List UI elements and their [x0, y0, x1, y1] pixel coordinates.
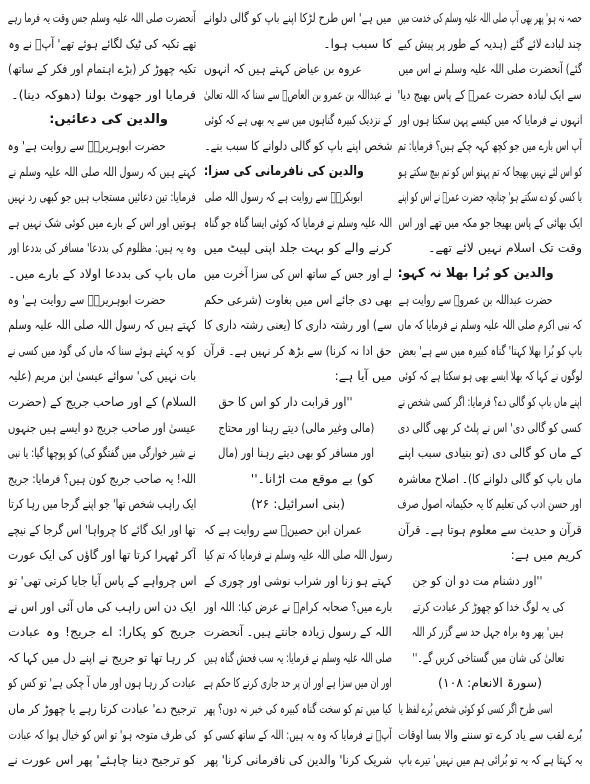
column-right [398, 5, 582, 777]
body-text-line: شریک کرنا' والدین کی نافرمانی کرنا' پھر [204, 752, 392, 768]
body-text-line: ایک بھائی کے پاس بھیجا جو مکہ میں تھے اور اس [398, 214, 582, 230]
body-text-line-row [8, 159, 196, 185]
body-text-line: حضرت ابوہریرہؓ سے روایت ہے' وہ [8, 137, 166, 153]
body-text-line: کہ نبی اکرم صلی اللہ علیہ وسلم نے فرمایا کہ ماں [398, 317, 582, 333]
body-text-line: تھا اور ایک گائے کا چرواہا' اس گرجا کے نیچے [8, 521, 196, 537]
body-text-line: کے ماں کو گالی دی (تو بنیادی سبب اپنے [398, 445, 582, 461]
body-text-line: یہ کہتا ہے کہ یہ تو بُرائی ہم میں نہیں' تیرے باپ [398, 752, 582, 768]
body-text-line-row [204, 747, 392, 773]
body-text-line: کہتے ہیں کہ رسول اللہ صلی اللہ علیہ وسلم [8, 317, 196, 333]
verse-reference-row [204, 491, 392, 517]
body-text-line-row [398, 31, 582, 57]
body-text-line-row [8, 287, 196, 313]
body-text-line: کرنے والے کو بہت جلد اپنی لپیٹ میں [204, 240, 392, 256]
body-text-line-row [8, 722, 196, 748]
body-text-line: شخص اپنے باپ کو گالی دلوانے کا سبب بنے۔ [204, 137, 392, 153]
quote-line: ''اور قرابت دار کو اس کا حق [218, 393, 352, 409]
body-text-line-row [8, 31, 196, 57]
section-heading-row [8, 107, 196, 133]
body-text-line: ایک دن اس راہب کی ماں آئی اور اس نے [8, 598, 196, 614]
body-text-line-row [8, 235, 196, 261]
body-text-line-row [398, 287, 582, 313]
body-text-line-row [398, 363, 582, 389]
quote-line: ہیں' پھر وہ براہ جہل حد سے گزر کر اللہ [412, 624, 564, 640]
body-text-line: اسی طرح اگر کسی کو کوئی شخص بُرے لفظ یا [398, 701, 552, 717]
quote-line-row [398, 594, 582, 620]
column-middle [204, 5, 392, 777]
body-text-line: کہتے ہو زنا اور شراب نوشی اور چوری کے [204, 573, 392, 589]
body-text-line-row [398, 440, 582, 466]
body-text-line-row [204, 670, 392, 696]
body-text-line-row [204, 619, 392, 645]
body-text-line: چند لبادے لائے گئے (ہدیہ کے طور پر پیش کیے [398, 35, 582, 51]
body-text-line: باپ کو بُرا بھلا کہنا' گناہ کبیرہ میں سے ہے' بعض [398, 342, 582, 358]
body-text-line: سے ایک لبادہ حضرت عمرؓ کے پاس بھیج دیا' [398, 86, 582, 102]
body-text-line: کو ترجیح دینا چاہئے' پھر اس عورت نے [8, 752, 196, 768]
body-text-line-row [204, 5, 392, 31]
body-text-line-row [398, 466, 582, 492]
body-text-line: سے) اور رشتہ داری کا (یعنی رشتہ داری کا [204, 317, 392, 333]
body-text-line: کا سبب ہوا۔ [323, 35, 392, 51]
body-text-line: عروہ بن عیاض کہتے ہیں کہ انہوں [204, 61, 362, 77]
body-text-line-row [8, 645, 196, 671]
body-text-line-row [8, 594, 196, 620]
body-text-line-row [8, 568, 196, 594]
body-text-line-row [398, 184, 582, 210]
body-text-line-row [398, 107, 582, 133]
body-text-line-row [204, 517, 392, 543]
body-text-line: جریج کو پکارا: اے جریج! وہ عبادت [8, 624, 196, 640]
body-text-line-row [204, 312, 392, 338]
body-text-line: لوگوں نے کہا کہ بھلا ایسے بھی ہو سکتا ہے کہ کوئی [398, 368, 582, 384]
body-text-line-row [8, 261, 196, 287]
body-text-line: اور ان میں سزا ہے اور ان پر حد جاری کرنے کا حکم ہے [204, 675, 392, 691]
quote-line-row [204, 440, 392, 466]
body-text-line-row [398, 389, 582, 415]
body-text-line-row [204, 568, 392, 594]
body-text-line: ترجیح دے' عبادت کرتا رہے یا چھوڑ کر ماں [8, 701, 196, 717]
quote-line-row [398, 568, 582, 594]
section-heading-row [204, 159, 392, 185]
quote-line: تعالیٰ کی شان میں گستاخی کریں گے۔'' [412, 649, 564, 665]
body-text-line-row [8, 542, 196, 568]
body-text-line-row [8, 696, 196, 722]
quote-line-row [204, 415, 392, 441]
body-text-line-row [8, 747, 196, 773]
quote-line-row [204, 466, 392, 492]
quote-line: کو) بے موقع مت اڑانا۔'' [250, 470, 374, 486]
body-text-line-row [398, 235, 582, 261]
body-text-line-row [8, 184, 196, 210]
quote-line-row [398, 645, 582, 671]
section-heading-row [398, 261, 582, 287]
body-text-line-row [398, 517, 582, 543]
body-text-line: کسی کو گالی دی' اس نے پلٹ کر بھی گالی دی [398, 419, 582, 435]
body-text-line-row [204, 696, 392, 722]
quote-line: کی یہ لوگ خدا کو چھوڑ کر عبادت کرتے [412, 598, 564, 614]
quote-line: (مالی وغیر مالی) دیتے رہنا اور محتاج [218, 419, 374, 435]
body-text-line-row [8, 389, 196, 415]
body-text-line-row [8, 5, 196, 31]
body-text-line-row [204, 542, 392, 568]
body-text-line-row [8, 210, 196, 236]
body-text-line-row [8, 619, 196, 645]
body-text-line: اللہ! یہ صاحب جریج کون ہیں؟ فرمایا: جریج [8, 470, 196, 486]
body-text-line-row [398, 696, 582, 722]
body-text-line-row [8, 517, 196, 543]
body-text-line: گئے) آنحضرت صلی اللہ علیہ وسلم نے اس میں [398, 61, 582, 77]
body-text-line: فرمایا: تین دعائیں مستجاب ہیں جو کبھی رد نہیں [8, 189, 196, 205]
body-text-line-row [204, 210, 392, 236]
body-text-line-row [398, 491, 582, 517]
body-text-line: اللہ کے رسول زیادہ جانتے ہیں۔ آنحضرت [204, 624, 392, 640]
body-text-line-row [204, 338, 392, 364]
body-text-line: وہ یہ ہیں: مظلوم کی بددعا' مسافر کی بددعا اور [8, 240, 196, 256]
body-text-line: کو اس لئے نہیں بھیجا کہ تم پہنو اس کو تم بیچ سکتے ہو [398, 163, 582, 179]
body-text-line: کہتے ہیں کہ رسول اللہ صلی اللہ علیہ وسلم نے [8, 163, 196, 179]
body-text-line-row [204, 82, 392, 108]
body-text-line: رسول اللہ صلی اللہ علیہ وسلم نے فرمایا کہ تم کیا [204, 547, 392, 563]
body-text-line-row [204, 133, 392, 159]
body-text-line: کر رہا تھا تو جریج نے اپنے دل میں کہا کہ [8, 649, 196, 665]
body-text-line-row [204, 363, 392, 389]
body-text-line: آنحضرت صلی اللہ علیہ وسلم جس وقت یہ فرما رہے [8, 10, 196, 25]
body-text-line-row [204, 235, 392, 261]
body-text-line: ماں باپ کی بددعا اولاد کے بارے میں۔ [8, 265, 196, 281]
section-heading: والدین کی دعائیں: [49, 112, 168, 128]
body-text-line: میں آیا ہے: [334, 368, 392, 384]
body-text-line: آپؐ نے فرمایا کہ وہ یہ ہیں: اللہ کے ساتھ کسی کو [204, 726, 392, 742]
body-text-line: انہوں نے فرمایا کہ میں کیسے پہن سکتا ہوں اور [398, 112, 582, 128]
body-text-line: السلام) کے اور صاحب جریج کے (حضرت [8, 393, 196, 409]
body-text-line-row [398, 133, 582, 159]
body-text-line-row [8, 312, 196, 338]
body-text-line-row [398, 159, 582, 185]
body-text-line: کی طرف متوجہ ہو' تو اس کو خیال ہوا کہ عبادت [8, 726, 196, 742]
body-text-line-row [398, 338, 582, 364]
body-text-line: قرآن و حدیث سے معلوم ہوتا ہے۔ قرآن [398, 521, 582, 537]
body-text-line: فرمایا اور جھوٹ بولنا (دھوکہ دینا)۔ [11, 86, 196, 102]
body-text-line-row [398, 210, 582, 236]
body-text-line-row [204, 184, 392, 210]
body-text-line-row [8, 56, 196, 82]
body-text-line-row [204, 261, 392, 287]
quote-line-row [398, 619, 582, 645]
body-text-line: ایک راہب شخص تھا' جو اپنے گرجا میں رہا کرتا [8, 496, 196, 512]
body-text-line: حق ادا نہ کرنا) سے بڑھ کر نہیں ہے۔ قرآن [204, 342, 392, 358]
body-text-line: بات نہیں کی' سوائے عیسیٰ ابن مریم (علیہ [8, 368, 196, 384]
body-text-line: نے عبداللہ بن عمرو بن العاصؓ سے سنا کہ اللہ تعالیٰ [204, 86, 392, 102]
verse-reference: (بنی اسرائیل: ۲۶) [250, 496, 346, 512]
body-text-line-row [8, 466, 196, 492]
section-heading: والدین کو بُرا بھلا نہ کہو: [398, 265, 554, 281]
body-text-line-row [204, 722, 392, 748]
body-text-line-row [398, 312, 582, 338]
quote-line-row [204, 389, 392, 415]
body-text-line: آپ اس بارے میں جو کچھ کہہ چکے ہیں؟ فرمایا: تم [398, 137, 582, 153]
body-text-line: آکر ٹھہرا کرتا تھا اور گاؤں کی ایک عورت [8, 547, 196, 563]
body-text-line-row [398, 415, 582, 441]
section-heading: والدین کی نافرمانی کی سزا: [204, 163, 364, 179]
body-text-line-row [398, 747, 582, 773]
body-text-line-row [8, 415, 196, 441]
body-text-line: ماں باپ کو گالی دلوانے کا)۔ اصلاح معاشرہ [398, 470, 582, 486]
body-text-line: لے اور جس کے ساتھ اس کی سزا آخرت میں [204, 265, 392, 281]
body-text-line: تکیہ چھوڑ کر (بڑے اہتمام اور فکر کے ساتھ) [8, 61, 196, 77]
body-text-line: کے نزدیک کبیرہ گناہوں میں سے یہ بھی ہے کہ کوئی [204, 112, 392, 128]
body-text-line: عمران ابن حصینؓ سے روایت ہے کہ [204, 521, 362, 537]
body-text-line: اس چرواہے کے پاس آیا جایا کرتی تھی' تو [8, 573, 196, 589]
body-text-line-row [8, 338, 196, 364]
body-text-line-row [398, 542, 582, 568]
body-text-line: عبادت کر رہا ہوں اور ماں آ چکی ہے' تو کس کو [8, 675, 196, 691]
body-text-line: اپنے ماں باپ کو گالی دے؟ فرمایا: اگر کسی شخص نے [398, 393, 582, 409]
body-text-line: ابوبکرہؓ سے روایت ہے کہ رسول اللہ صلی [204, 189, 362, 205]
body-text-line-row [204, 56, 392, 82]
body-text-line: تھے تکیہ کی ٹیک لگائے ہوئے تھے' آپؐ نے وہ [8, 35, 196, 51]
body-text-line: میں ہے' اس طرح لڑکا اپنے باپ کو گالی دلوانے [204, 10, 392, 25]
body-text-line: نے شیر خوارگی میں گفتگو کی) کو پوچھا گیا: یا نبی [8, 445, 196, 461]
body-text-line: ہوتیں اور اس کے بارے میں کوئی شک نہیں ہے [8, 214, 196, 230]
body-text-line-row [204, 287, 392, 313]
body-text-line-row [8, 363, 196, 389]
body-text-line-row [204, 645, 392, 671]
quote-line: اور مسافر کو بھی دیتے رہنا اور (مال [218, 445, 374, 461]
body-text-line-row [398, 722, 582, 748]
body-text-line: اور حسن ادب کی تعلیم کا یہ حکیمانہ اصول صرف [398, 496, 582, 512]
quote-line: ''اور دشنام مت دو ان کو جن [412, 573, 542, 589]
body-text-line-row [8, 82, 196, 108]
body-text-line-row [398, 5, 582, 31]
body-text-line: بارے میں؟ صحابہ کرامؓ نے عرض کیا: اللہ اور [204, 598, 392, 614]
verse-reference-row [398, 670, 582, 696]
body-text-line: حضرت ابوہریرہؓ سے روایت ہے' وہ [8, 291, 166, 307]
body-text-line: وقت تک اسلام نہیں لائے تھے۔ [428, 240, 582, 256]
body-text-line: بھی دی جائے اس میں بغاوت (شرعی حکم [204, 291, 392, 307]
body-text-line-row [8, 491, 196, 517]
body-text-line: کیا میں تم کو سخت گناہ کبیرہ کی خبر نہ دوں؟ پھر [204, 701, 392, 717]
body-text-line: حصہ نہ ہو' پھر بھی آپ صلی اللہ علیہ وسلم کی خدمت میں [398, 10, 582, 25]
body-text-line: صلی اللہ علیہ وسلم نے فرمایا: یہ سب فحش گناہ ہیں [204, 649, 392, 665]
body-text-line-row [398, 82, 582, 108]
column-left [8, 5, 196, 777]
verse-reference: (سورۃ الانعام: ۱۰۸) [437, 675, 543, 691]
body-text-line-row [204, 594, 392, 620]
body-text-line-row [8, 670, 196, 696]
body-text-line-row [398, 56, 582, 82]
body-text-line: عیسیٰ اور صاحب جریج دو ایسے ہیں جنہوں [8, 419, 196, 435]
body-text-line-row [204, 107, 392, 133]
body-text-line-row [8, 440, 196, 466]
body-text-line-row [204, 31, 392, 57]
body-text-line: اللہ علیہ وسلم نے فرمایا کہ کوئی ایسا گناہ جو گناہ [204, 214, 392, 230]
body-text-line: یا کسی کو دے سکتے ہو' چنانچہ حضرت عمرؓ نے اس کو اپنے [398, 189, 582, 205]
body-text-line: حضرت عبداللہ بن عمروؓ سے روایت ہے [398, 291, 552, 307]
body-text-line: کریم میں ہے: [510, 547, 582, 563]
body-text-line-row [8, 133, 196, 159]
body-text-line: بُرے لقب سے یاد کرے تو سننے والا بسا اوقات [398, 726, 582, 742]
body-text-line: کو یہ کہتے ہوئے سنا کہ ماں کی گود میں کسی نے [8, 342, 196, 358]
